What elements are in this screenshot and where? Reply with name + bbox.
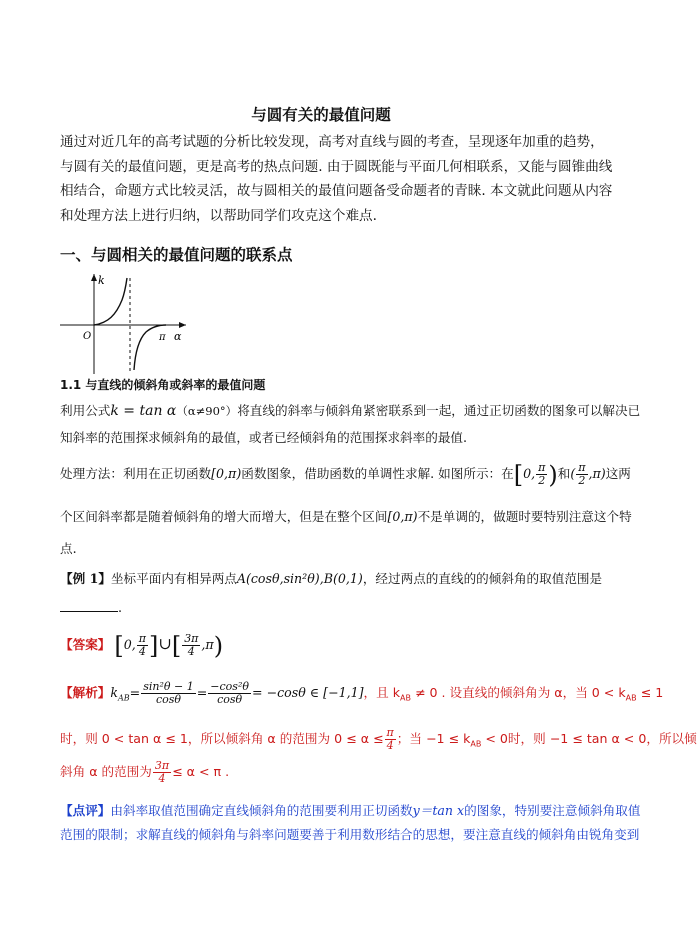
pi-label: π — [159, 332, 166, 343]
answer-blank — [60, 601, 118, 612]
fraction: $\frac{\pi}{2}$ — [578, 461, 586, 487]
analysis-line-3: 斜角 α 的范围为 $\frac{3\pi}{4}$ ≤ α < π . — [60, 759, 230, 785]
fraction: $\frac{3\pi}{4}$ — [184, 632, 199, 658]
fraction: $\frac{\pi}{2}$ — [538, 461, 546, 487]
section-heading: 一、与圆相关的最值问题的联系点 — [60, 246, 293, 264]
fraction: $\frac{\text{−cos²θ}}{\cos\theta}$ — [210, 680, 249, 706]
subsection-heading: 1.1 与直线的倾斜角或斜率的最值问题 — [60, 378, 266, 392]
comment-line-1: 【点评】由斜率取值范围确定直线倾斜角的范围要利用正切函数y＝tan x的图象，特别要注意倾斜角取值 — [60, 803, 641, 818]
example-1: 【例 1】坐标平面内有相异两点A(cosθ,sin²θ),B(0,1)，经过两点的直线的的倾斜角的取值范围是 — [60, 571, 603, 586]
blank-line: . — [60, 600, 122, 615]
method-line-2: 个区间斜率都是随着倾斜角的增大而增大，但是在整个区间[0,π)不是单调的，做题时要特别注意这个特 — [60, 509, 632, 524]
method-line: 处理方法：利用在正切函数[0,π)函数图象，借助函数的单调性求解. 如图所示：在[0, $\frac{\pi}{2}$ )和( $\frac{\pi}{2}$ ,π)这两 — [60, 460, 631, 489]
intro-line: 与圆有关的最值问题，更是高考的热点问题. 由于圆既能与平面几何相联系，又能与圆锥曲线 — [60, 158, 613, 175]
fraction: $\frac{\text{sin²θ − 1}}{\cos\theta}$ — [143, 680, 194, 706]
fraction: $\frac{\pi}{4}$ — [386, 726, 394, 752]
intro-paragraph — [60, 130, 613, 228]
page-title: 与圆有关的最值问题 — [251, 105, 391, 124]
answer-line: 【答案】 [0, $\frac{\pi}{4}$ ]∪[ $\frac{3\pi}{4}$ ,π) — [60, 631, 224, 660]
analysis-line-1: 【解析】$k_{AB}=$ $\frac{\text{sin²θ − 1}}{\cos\theta}$ = $\frac{\text{−cos²θ}}{\cos\theta}$ = −cosθ ∈ [−1,1]，且 $k_{AB} \ne 0$ . 设直线的倾斜角为 α，当 $0 < k_{AB} \le 1$ — [60, 680, 664, 706]
formula-line-2: 知斜率的范围探求倾斜角的最值，或者已经倾斜角的范围探求斜率的最值. — [60, 430, 468, 445]
fraction: $\frac{\pi}{4}$ — [138, 632, 147, 658]
x-axis-label: α — [174, 330, 182, 343]
analysis-line-2: 时，则 0 < tan α ≤ 1，所以倾斜角 α 的范围为 0 ≤ α ≤ $\frac{\pi}{4}$ ；当 $-1 \le k_{AB} < 0$时，则 −1 ≤ tan α < 0，所以倾 — [60, 726, 697, 752]
y-axis-label: k — [98, 274, 105, 287]
comment-line-2: 范围的限制；求解直线的倾斜角与斜率问题要善于利用数形结合的思想，要注意直线的倾斜角由锐角变到 — [60, 827, 640, 842]
intro-line: 相结合，命题方式比较灵活，故与圆相关的最值问题备受命题者的青睐. 本文就此问题从内容 — [60, 183, 613, 199]
intro-line: 通过对近几年的高考试题的分析比较发现，高考对直线与圆的考查，呈现逐年加重的趋势， — [60, 134, 604, 150]
fraction: $\frac{3\pi}{4}$ — [154, 759, 170, 785]
tangent-graph — [58, 270, 198, 378]
formula-line: 利用公式k = tan α（α≠90°）将直线的斜率与倾斜角紧密联系到一起，通过正切函数的图象可以解决已 — [60, 403, 641, 419]
intro-line: 和处理方法上进行归纳，以帮助同学们攻克这个难点. — [60, 207, 377, 224]
method-line-3: 点. — [60, 541, 77, 556]
x-axis-arrow — [179, 322, 186, 328]
y-axis-arrow — [91, 274, 97, 281]
origin-label: O — [83, 331, 92, 342]
